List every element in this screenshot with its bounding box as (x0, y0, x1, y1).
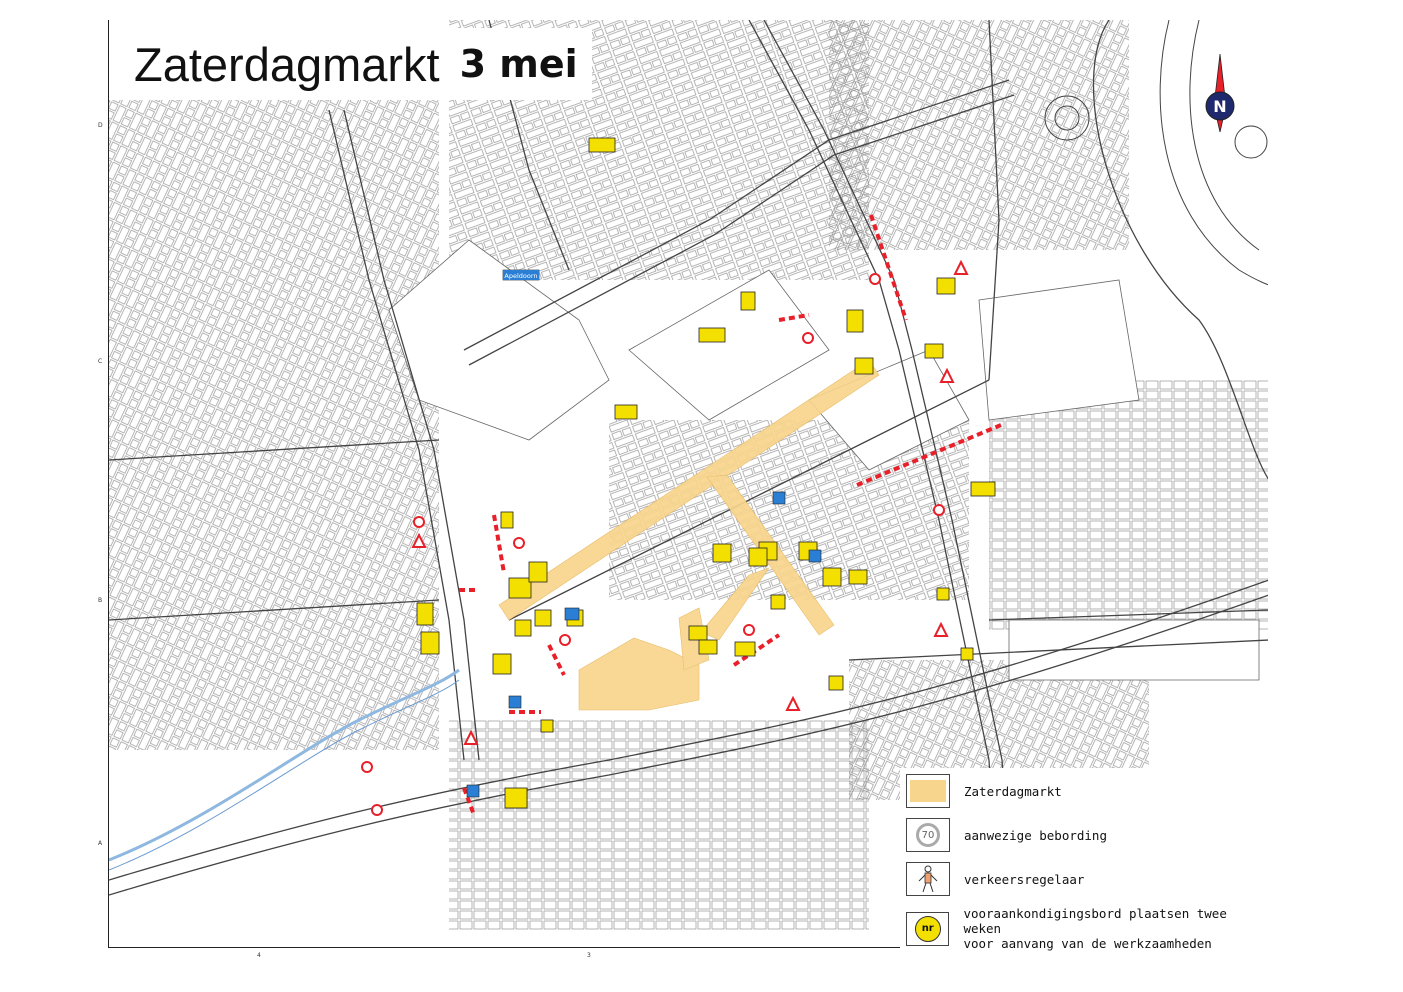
map-title: Zaterdagmarkt (122, 37, 452, 92)
legend (900, 768, 1268, 951)
legend-item-traffic-controller (906, 862, 1084, 896)
north-label: N (1213, 97, 1227, 116)
speed-limit-sign-icon: 70 (906, 818, 950, 852)
traffic-controller-icon (906, 862, 950, 896)
legend-item-market-zone (906, 774, 1062, 808)
grid-label-3: 3 (587, 952, 591, 959)
legend-label-market-zone: Zaterdagmarkt (964, 783, 1062, 799)
grid-label-c: C (98, 358, 103, 365)
place-label: Apeldoorn (504, 272, 538, 280)
legend-label-advance-sign (963, 906, 1268, 951)
legend-label-traffic-controller: verkeersregelaar (964, 871, 1085, 887)
legend-item-existing-signs (906, 818, 1107, 852)
advance-notice-sign-icon: nr (906, 912, 949, 946)
grid-label-a: A (98, 840, 103, 847)
grid-label-b: B (98, 597, 103, 604)
map-date: 3 mei (452, 42, 592, 86)
legend-label-advance-line1: vooraankondigingsbord plaatsen twee weken (963, 906, 1227, 936)
legend-label-existing-signs: aanwezige bebording (964, 827, 1107, 843)
legend-label-advance-line2: voor aanvang van de werkzaamheden (963, 936, 1212, 951)
legend-item-advance-sign (906, 906, 1268, 951)
title-block (122, 28, 592, 100)
north-arrow-icon (1198, 54, 1242, 136)
grid-label-4: 4 (257, 952, 261, 959)
grid-label-d: D (98, 122, 103, 129)
orange-zone-swatch (906, 774, 950, 808)
